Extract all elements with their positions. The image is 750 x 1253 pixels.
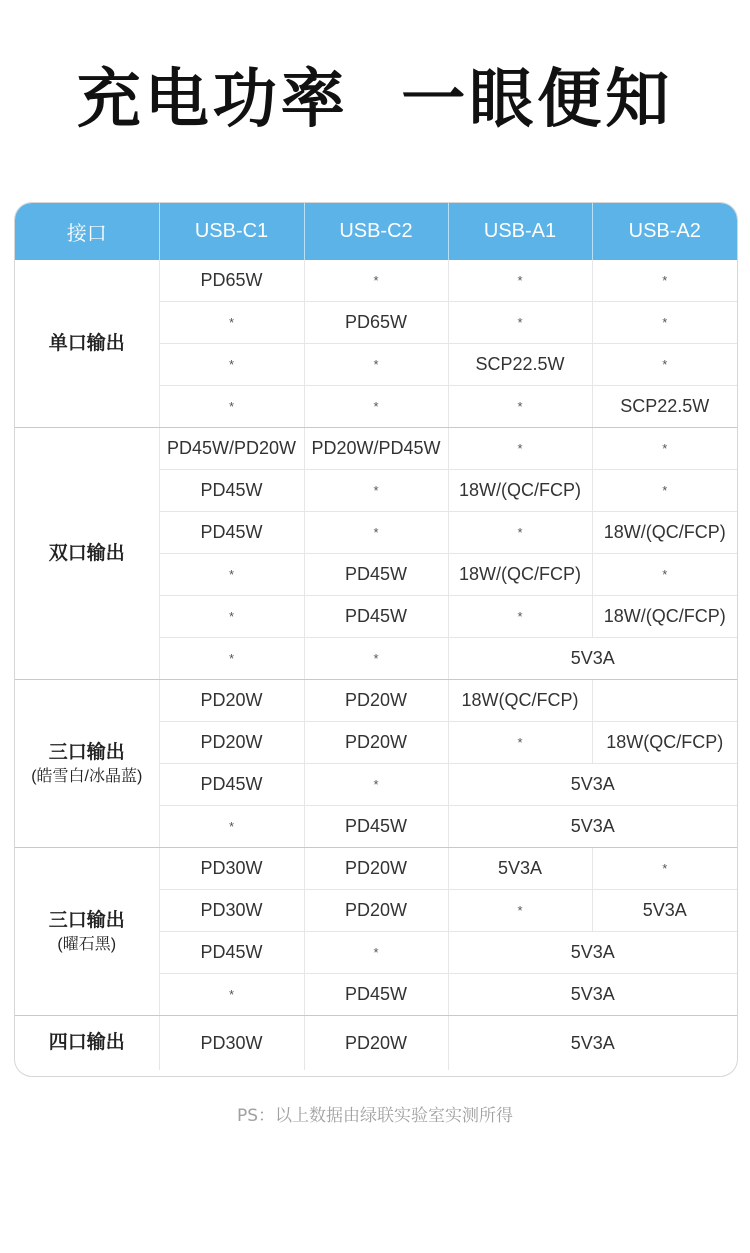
cell-usb-c2: PD45W <box>304 596 448 638</box>
cell-usb-c2: * <box>304 932 448 974</box>
cell-usb-a1-span: 5V3A <box>448 932 737 974</box>
group-label: 四口输出 <box>48 1032 125 1053</box>
cell-usb-c1: * <box>159 596 304 638</box>
table-row <box>15 260 737 302</box>
cell-usb-c2: * <box>304 260 448 302</box>
header-port: 接口 <box>15 203 159 260</box>
cell-usb-a1: * <box>448 260 592 302</box>
cell-usb-a2: 5V3A <box>592 890 737 932</box>
cell-usb-a1: * <box>448 596 592 638</box>
table-row <box>15 848 737 890</box>
cell-usb-a1-span: 5V3A <box>570 1032 615 1053</box>
cell-usb-a2: * <box>592 344 737 386</box>
cell-usb-c2: * <box>304 386 448 428</box>
cell-usb-c1: PD30W <box>159 848 304 890</box>
cell-usb-a2 <box>592 680 737 722</box>
cell-usb-c1: * <box>159 638 304 680</box>
group-label: 三口输出 <box>48 741 125 763</box>
group-label: 单口输出 <box>48 332 125 354</box>
charging-power-table-container <box>14 202 738 1077</box>
cell-usb-c1: * <box>159 344 304 386</box>
header-usb-c2: USB-C2 <box>304 203 448 260</box>
table-header <box>15 203 737 260</box>
group-label-cell <box>15 680 159 848</box>
cell-usb-c1: * <box>159 806 304 848</box>
cell-usb-c2: PD45W <box>304 974 448 1016</box>
header-usb-c1: USB-C1 <box>159 203 304 260</box>
charging-power-table <box>15 203 737 1070</box>
header-usb-a1: USB-A1 <box>448 203 592 260</box>
cell-usb-a1-span: 5V3A <box>448 764 737 806</box>
cell-usb-a1: * <box>448 302 592 344</box>
cell-usb-c2: * <box>304 344 448 386</box>
cell-usb-c1: PD20W <box>159 680 304 722</box>
cell-usb-c2: * <box>304 512 448 554</box>
cell-usb-c2: PD45W <box>304 806 448 848</box>
cell-usb-a1-span: 5V3A <box>448 806 737 848</box>
table-row <box>15 428 737 470</box>
cell-usb-a1: SCP22.5W <box>448 344 592 386</box>
group-sublabel: (皓雪白/冰晶蓝) <box>31 767 143 785</box>
cell-usb-a2: * <box>592 260 737 302</box>
cell-usb-c2: * <box>304 470 448 512</box>
table-row <box>15 1016 737 1071</box>
cell-usb-a2: SCP22.5W <box>592 386 737 428</box>
group-label: 双口输出 <box>48 542 125 564</box>
cell-usb-c1: PD30W <box>159 1016 304 1071</box>
cell-usb-a2: * <box>592 470 737 512</box>
cell-usb-c1: PD45W <box>159 512 304 554</box>
group-label-cell <box>15 428 159 680</box>
cell-usb-a1: 18W(QC/FCP) <box>448 680 592 722</box>
group-label: 三口输出 <box>48 909 125 931</box>
cell-usb-a1: * <box>448 512 592 554</box>
header-usb-a2: USB-A2 <box>592 203 737 260</box>
cell-usb-a2: 18W/(QC/FCP) <box>592 596 737 638</box>
cell-usb-a1: * <box>448 890 592 932</box>
table-row <box>15 680 737 722</box>
cell-usb-c1: PD20W <box>159 722 304 764</box>
group-label-cell <box>15 848 159 1016</box>
cell-usb-c1: * <box>159 974 304 1016</box>
cell-usb-c1: * <box>159 302 304 344</box>
table-body <box>15 260 737 1070</box>
cell-usb-c2: * <box>304 764 448 806</box>
cell-usb-a1: 18W/(QC/FCP) <box>448 554 592 596</box>
cell-usb-c2: PD45W <box>304 554 448 596</box>
cell-usb-a2: 18W(QC/FCP) <box>592 722 737 764</box>
cell-usb-a2: * <box>592 554 737 596</box>
cell-usb-c2: PD20W <box>304 680 448 722</box>
group-label-cell <box>15 260 159 428</box>
cell-usb-a1-span: 5V3A <box>448 974 737 1016</box>
cell-usb-c2: PD20W <box>304 722 448 764</box>
group-label-cell <box>15 1016 159 1071</box>
header-row <box>15 203 737 260</box>
cell-usb-c1: PD65W <box>159 260 304 302</box>
cell-usb-a2: * <box>592 302 737 344</box>
cell-usb-c2: PD20W <box>304 1016 448 1071</box>
cell-usb-c2: PD20W <box>304 848 448 890</box>
cell-usb-c1: PD45W <box>159 470 304 512</box>
cell-usb-c1: PD45W <box>159 764 304 806</box>
cell-usb-a2: * <box>592 848 737 890</box>
cell-usb-c1: * <box>159 554 304 596</box>
page-title: 充电功率 一眼便知 <box>76 63 674 137</box>
cell-usb-c1: PD30W <box>159 890 304 932</box>
cell-usb-c2: PD20W <box>304 890 448 932</box>
cell-usb-a2: * <box>592 428 737 470</box>
group-sublabel: (曜石黑) <box>57 935 117 953</box>
cell-usb-a1: 18W/(QC/FCP) <box>448 470 592 512</box>
cell-usb-c2: * <box>304 638 448 680</box>
cell-usb-c1: PD45W <box>159 932 304 974</box>
cell-usb-a1: * <box>448 386 592 428</box>
cell-usb-a1: * <box>448 428 592 470</box>
cell-usb-c1: PD45W/PD20W <box>159 428 304 470</box>
cell-usb-c1: * <box>159 386 304 428</box>
cell-usb-c2: PD65W <box>304 302 448 344</box>
cell-usb-a1: 5V3A <box>448 848 592 890</box>
cell-usb-a2: 18W/(QC/FCP) <box>592 512 737 554</box>
cell-usb-a1: * <box>448 722 592 764</box>
cell-usb-a1-span: 5V3A <box>448 638 737 680</box>
cell-usb-c2: PD20W/PD45W <box>304 428 448 470</box>
footnote: PS：以上数据由绿联实验室实测所得 <box>236 1106 514 1126</box>
